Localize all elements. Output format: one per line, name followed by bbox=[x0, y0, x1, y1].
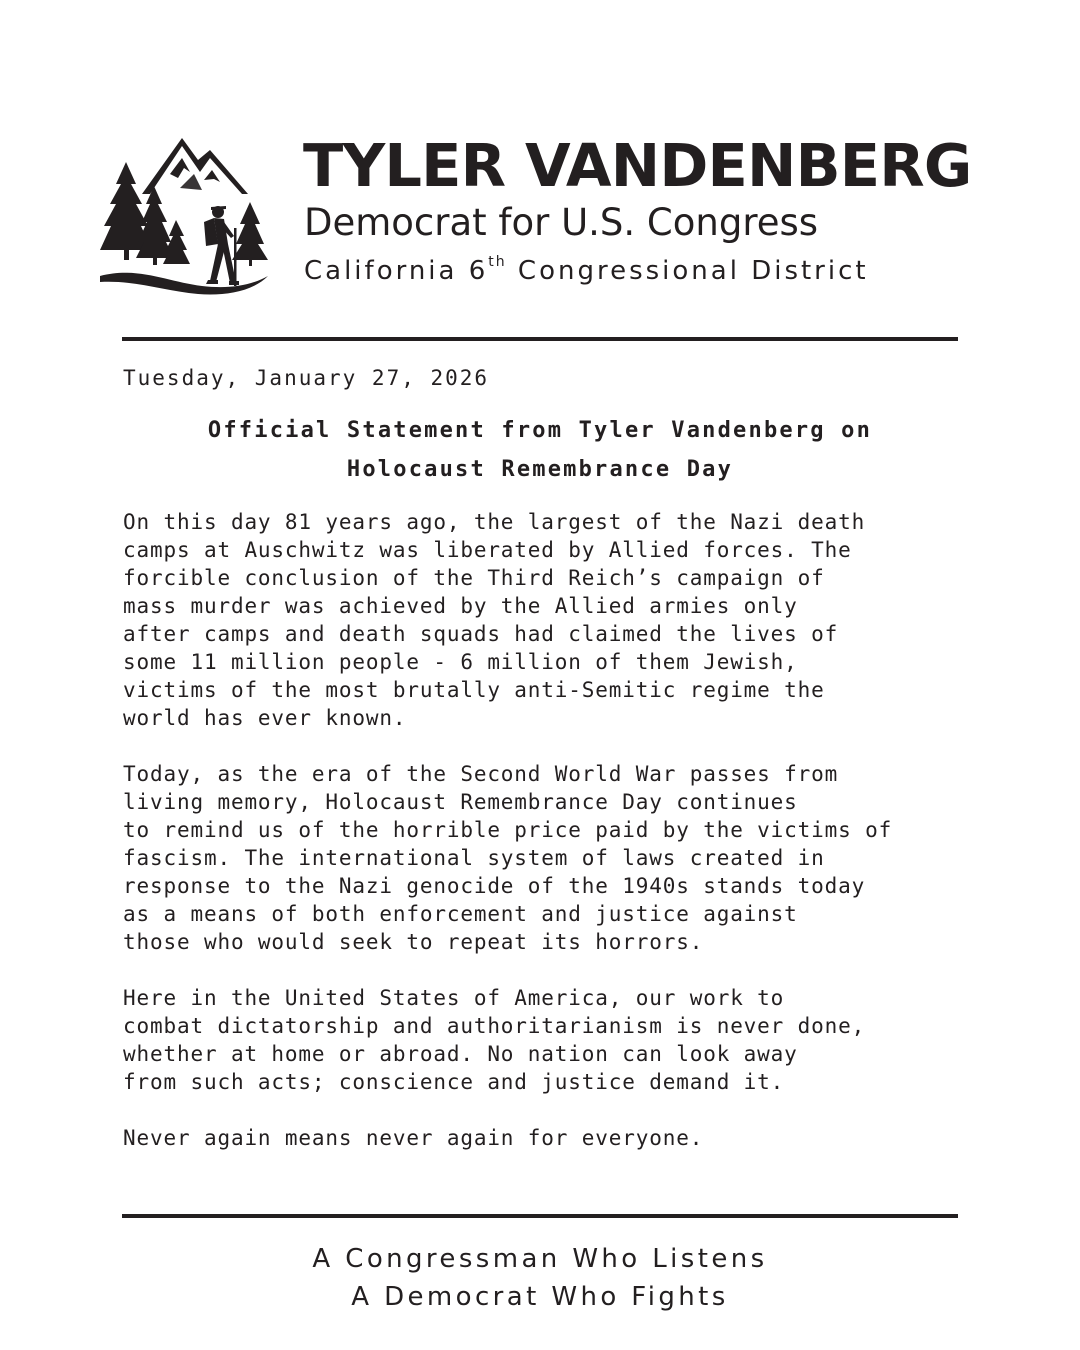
district-ordinal: th bbox=[488, 254, 507, 270]
candidate-name: TYLER VANDENBERG bbox=[303, 131, 972, 200]
body-line: mass murder was achieved by the Allied armies only bbox=[123, 594, 798, 618]
slogan-line: A Congressman Who Listens bbox=[312, 1244, 768, 1274]
slogan-line: A Democrat Who Fights bbox=[351, 1282, 729, 1312]
candidate-subtitle: Democrat for U.S. Congress bbox=[304, 201, 819, 244]
body-line: Today, as the era of the Second World War passes from bbox=[123, 762, 839, 786]
body-line: Never again means never again for everyone. bbox=[123, 1126, 704, 1150]
statement-paragraph bbox=[123, 760, 973, 956]
bottom-divider bbox=[122, 1214, 958, 1218]
statement-date: Tuesday, January 27, 2026 bbox=[123, 366, 490, 390]
body-line: Here in the United States of America, our work to bbox=[123, 986, 785, 1010]
body-line: whether at home or abroad. No nation can look away bbox=[123, 1042, 798, 1066]
body-line: response to the Nazi genocide of the 1940s stands today bbox=[123, 874, 866, 898]
body-line: living memory, Holocaust Remembrance Day continues bbox=[123, 790, 798, 814]
body-line: camps at Auschwitz was liberated by Allied forces. The bbox=[123, 538, 852, 562]
body-line: world has ever known. bbox=[123, 706, 407, 730]
statement-title-line: Official Statement from Tyler Vandenberg on bbox=[207, 418, 873, 443]
hiker-mountain-trees-icon bbox=[98, 132, 270, 300]
district-suffix: Congressional District bbox=[506, 256, 869, 286]
body-line: some 11 million people - 6 million of them Jewish, bbox=[123, 650, 798, 674]
district-label bbox=[304, 253, 869, 289]
body-line: combat dictatorship and authoritarianism is never done, bbox=[123, 1014, 866, 1038]
body-line: from such acts; conscience and justice demand it. bbox=[123, 1070, 785, 1094]
body-line: those who would seek to repeat its horrors. bbox=[123, 930, 704, 954]
body-line: On this day 81 years ago, the largest of the Nazi death bbox=[123, 510, 866, 534]
statement-body bbox=[123, 508, 973, 1180]
statement-title bbox=[110, 411, 970, 489]
district-prefix: California 6 bbox=[304, 256, 489, 286]
body-line: fascism. The international system of laws created in bbox=[123, 846, 825, 870]
body-line: forcible conclusion of the Third Reich’s campaign of bbox=[123, 566, 825, 590]
body-line: after camps and death squads had claimed the lives of bbox=[123, 622, 839, 646]
statement-paragraph bbox=[123, 984, 973, 1096]
body-line: victims of the most brutally anti-Semitic regime the bbox=[123, 678, 825, 702]
body-line: as a means of both enforcement and justice against bbox=[123, 902, 798, 926]
body-line: to remind us of the horrible price paid by the victims of bbox=[123, 818, 893, 842]
top-divider bbox=[122, 337, 958, 341]
statement-paragraph bbox=[123, 508, 973, 732]
statement-title-line: Holocaust Remembrance Day bbox=[346, 457, 734, 482]
statement-paragraph bbox=[123, 1124, 973, 1152]
